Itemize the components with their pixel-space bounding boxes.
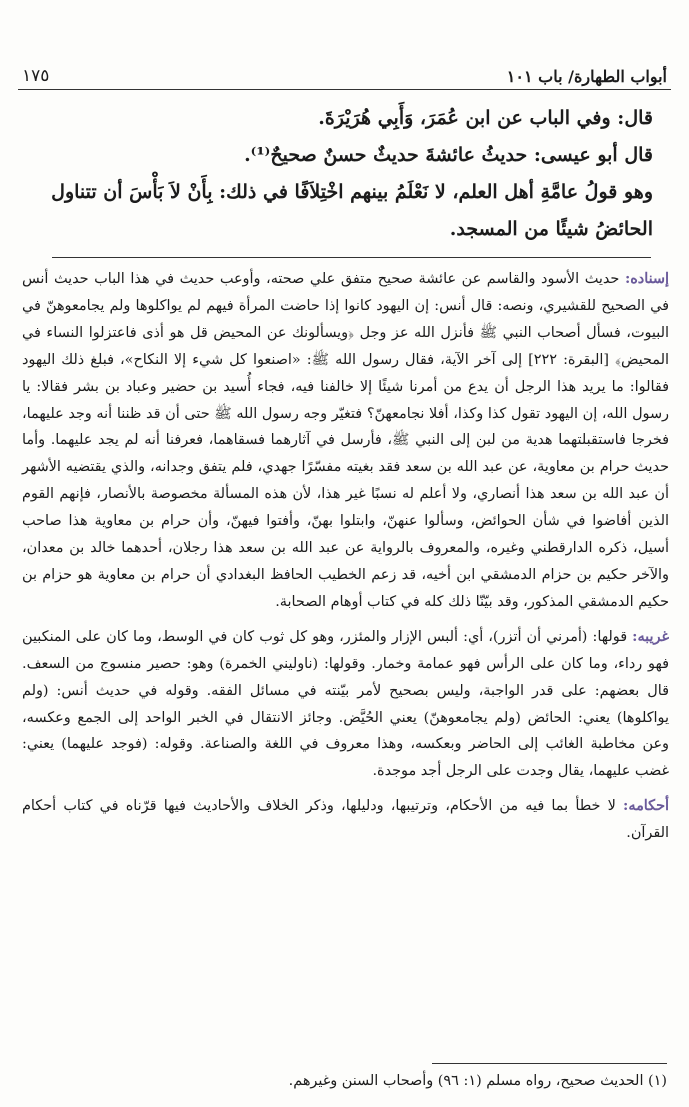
chapter-title: أبواب الطهارة/ باب ١٠١	[506, 67, 667, 86]
hadith-text	[42, 100, 653, 248]
running-header	[22, 54, 667, 86]
hadith-line: قال أبو عيسى: حديثُ عائشةَ حديثٌ حسنٌ صحيحٌ⁽¹⁾.	[244, 144, 653, 166]
gharib-label: غريبه:	[632, 627, 669, 645]
ahkam-label: أحكامه:	[623, 797, 670, 815]
gharib-text: قولها: (أمرني أن أتزر)، أي: ألبس الإزار والمئزر، وهو كل ثوب كان في الوسط، وما كان على المنكبين فهو رداء، وما كان على الرأس فهو عمامة وخمار. وقولها: (ناوليني الخمرة) وهو: حصير منسوج من السعف. قال بعضهم: على قدر الواجبة، وليس بصحيح لأمر بيّنته في مسائل الفقه. وقوله في حديث أنس: (ولم يواكلوها) يعني: الحائض (ولم يجامعوهنّ) يعني الحُيَّض. وجائز الانتقال في الخبر الواحد إلى الجمع وعكسه، وعن مخاطبة الغائب إلى الحاضر وبعكسه، وهذا معروف في اللغة والصناعة. وقوله: (فوجد عليهما) يعني: غضب عليهما، يقال وجدت على الرجل أجد موجدة.	[22, 628, 669, 780]
header-divider	[18, 89, 671, 90]
isnad-label: إسناده:	[624, 270, 669, 287]
hadith-line: وهو قولُ عامَّةِ أهل العلم، لا نَعْلَمُ بينهم اخْتِلاَفًا في ذلك: بِأَنْ لاَ بَأْسَ أن تتناول الحائضُ شيئًا من المسجد.	[51, 181, 653, 240]
ahkam-text: لا خطأ بما فيه من الأحكام، وترتيبها، ودليلها، وذكر الخلاف والأحاديث فيها قرّناه في كتاب أحكام القرآن.	[22, 798, 669, 842]
commentary	[22, 266, 669, 855]
isnad-text: حديث الأسود والقاسم عن عائشة صحيح متفق علي صحته، وأوعب حديث في هذا الباب حديث أنس في الصحيح للقشيري، ونصه: قال أنس: إن اليهود كانوا إذا حاضت المرأة فيهم لم يواكلوها ولم يجامعوهنّ في البيوت، فسأل أصحاب النبي ﷺ فأنزل الله عز وجل ﴿ويسألونك عن المحيض قل هو أذى فاعتزلوا النساء في المحيض﴾ [البقرة: ٢٢٢] إلى آخر الآية، فقال رسول الله ﷺ: «اصنعوا كل شيء إلا النكاح»، فبلغ ذلك اليهود فقالوا: ما يريد هذا الرجل أن يدع من أمرنا شيئًا إلا خالفنا فيه، فجاء أُسيد بن حضير وعباد بن بشر فقالا: يا رسول الله، إن اليهود تقول كذا وكذا، أفلا نجامعهنّ؟ فتغيّر وجه رسول الله ﷺ حتى أن قد ظننا أنه وجد عليهما، فخرجا فاستقبلتهما هدية من لبن إلى النبي ﷺ، فأرسل في آثارهما فسقاهما، فعرفنا أنه لم يجد عليهما. وأما حديث حرام بن معاوية، عن عبد الله بن سعد فقد بغيته مفسّرًا جهدي، فلم يتفق وجدانه، والذي يقتضيه الأشهر أن عبد الله بن سعد هذا أنصاري، ولا أعلم له نسبًا غير هذا، لأن هذه المسألة مخصوصة بالأنصار، فإنهم القوم الذين أفاضوا في شأن الحوائض، وسألوا عنهنّ، وابتلوا بهنّ، وأفتوا فيهنّ، وأن حرام بن معاوية هذا صاحب أسيل، ذكره الدارقطني وغيره، والمعروف بالرواية عن عبد الله بن سعد هذا رجلان، أحدهما خالد بن معدان، والآخر حكيم بن حزام الدمشقي ابن أخيه، قد زعم الخطيب الحافظ البغدادي أن حرام بن معاوية هو حزام بن حكيم الدمشقي المذكور، وقد بيّنّا ذلك كله في كتاب أوهام الصحابة.	[22, 271, 670, 610]
page-number: ١٧٥	[22, 66, 50, 86]
footnote-divider	[432, 1063, 667, 1064]
ahkam-paragraph	[22, 793, 669, 847]
hadith-line: قال: وفي الباب عن ابن عُمَرَ، وَأَبِي هُرَيْرَةَ.	[318, 107, 653, 129]
gharib-paragraph	[22, 624, 669, 785]
section-divider	[52, 257, 651, 258]
footnote: (١) الحديث صحيح، رواه مسلم (١: ٩٦) وأصحاب السنن وغيرهم.	[288, 1073, 667, 1089]
isnad-paragraph	[22, 266, 669, 616]
